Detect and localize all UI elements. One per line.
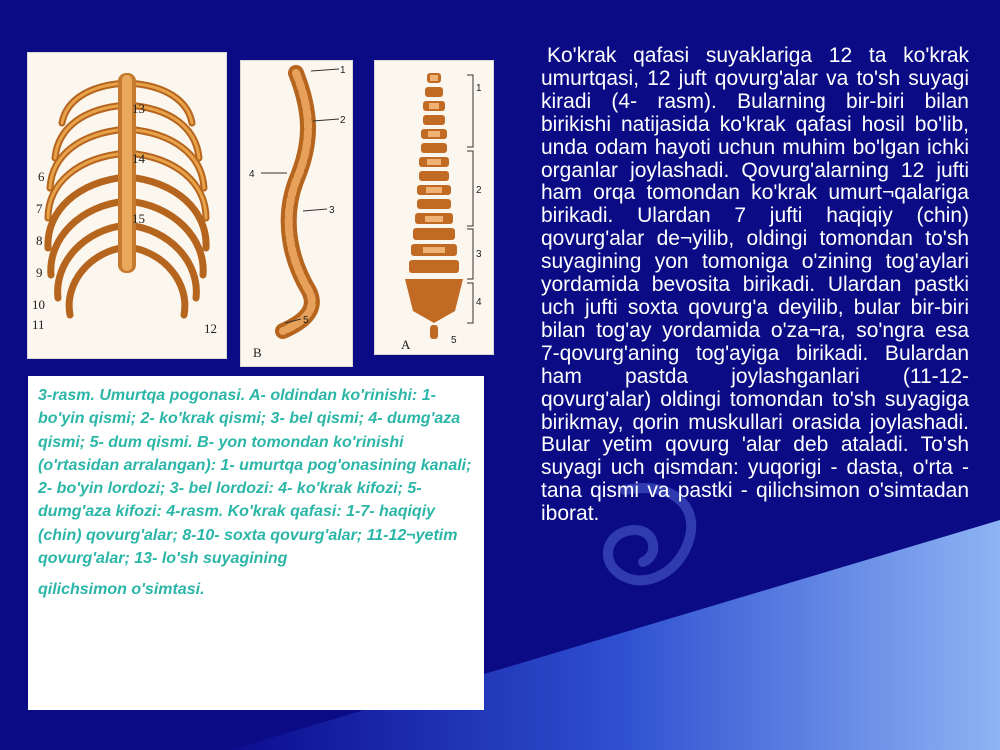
spine-b-label: 3: [329, 205, 335, 216]
body-paragraph: Ko'krak qafasi suyaklariga 12 ta ko'krak umurtqasi, 12 juft qovurg'alar va to'sh suyagi kiradi (4- rasm). Bularning bir-biri bilan birikishi natijasida ko'krak qafasi hosil bo'lib, unda odam hayoti uchun muhim bo'lgan ichki organlar joylashadi. Qovurg'alarning 12 jufti ham orqa tomondan ko'krak umurt¬qalariga birikadi. Ulardan 7 jufti haqiqiy (chin) qovurg'alar de¬yilib, oldingi tomondan to'sh suyagining yon tomoniga o'zining tog'aylari yordamida bevosita birikadi. Ulardan pastki uch jufti soxta qovurg'a deyilib, bular bir-biri bilan tog'ay yordamida o'za¬ra, so'ngra esa 7-qovurg'aning tog'ayiga birikadi. Bulardan ham pastda joylashganlari (11-12- qovurg'alar) oldingi tomondan to'sh suyagiga birikmay, qorin muskullari orasida joylashadi. Bular yetim qovurg 'alar deb ataladi. To'sh suyagi uch qismdan: yuqorigi - dasta, o'rta - tana qismi va pastki - qilichsimon o'simtadan iborat.: [541, 44, 969, 526]
spine-a-label: 1: [476, 83, 482, 94]
rib-label: 13: [132, 101, 145, 116]
spine-front-figure: [374, 60, 494, 355]
figure-letter-a: A: [401, 337, 411, 352]
figure-letter-b: B: [253, 345, 262, 360]
rib-label: 6: [38, 169, 45, 184]
figure-caption: 3-rasm. Umurtqa pogonasi. A- oldindan ko'rinishi: 1- bo'yin qismi; 2- ko'krak qismi; 3- bel qismi; 4- dumg'aza qismi; 5- dum qismi. B- yon tomondan ko'rinishi (o'rtasidan arralangan): 1- umurtqa pog'onasining kanali; 2- bo'yin lordozi; 3- bel lordozi: 4- ko'krak kifozi; 5- dumg'aza kifozi: 4-rasm. Ko'krak qafasi: 1-7- haqiqiy (chin) qovurg'alar; 8-10- soxta qovurg'alar; 11-12¬yetim qovurg'alar; 13- lo'sh suyagining: [38, 387, 472, 568]
rib-label: 8: [36, 233, 43, 248]
spine-a-label: 3: [476, 249, 482, 260]
spine-b-label: 1: [340, 65, 346, 76]
spine-b-label: 4: [249, 169, 255, 180]
spine-side-figure: [240, 60, 353, 367]
spine-a-label: 2: [476, 185, 482, 196]
rib-label: 7: [36, 201, 43, 216]
ribcage-figure: [27, 52, 227, 359]
spine-a-label: 4: [476, 297, 482, 308]
spine-a-label: 5: [451, 335, 457, 346]
figure-caption-end: qilichsimon o'simtasi.: [38, 581, 205, 599]
spine-b-label: 2: [340, 115, 346, 126]
rib-label: 15: [132, 211, 145, 226]
rib-label: 12: [204, 321, 217, 336]
figure-caption-box: [28, 376, 484, 710]
rib-label: 11: [32, 317, 45, 332]
rib-label: 9: [36, 265, 43, 280]
rib-label: 14: [132, 151, 145, 166]
spine-b-label: 5: [303, 315, 309, 326]
rib-label: 10: [32, 297, 45, 312]
